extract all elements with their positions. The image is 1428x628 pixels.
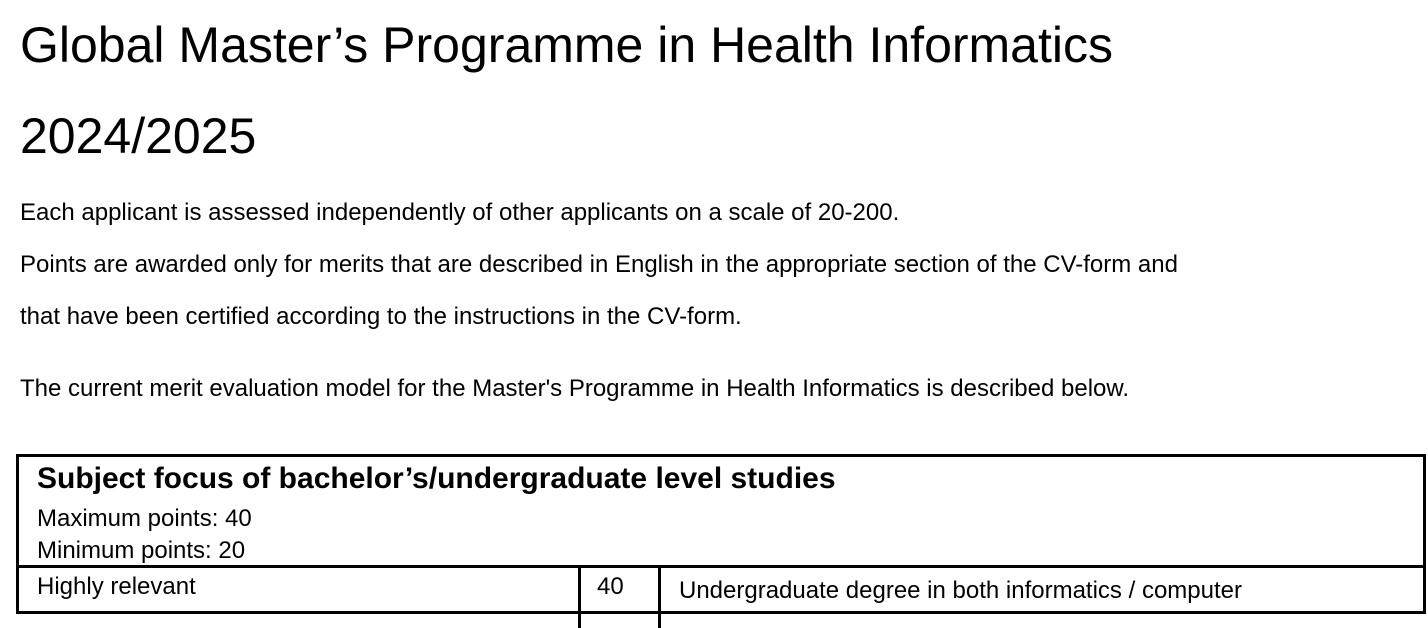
intro-paragraph-scale: Each applicant is assessed independently of other applicants on a scale of 20-200. (20, 199, 900, 226)
table-section-header (19, 457, 1423, 568)
section-title: Subject focus of bachelor’s/undergraduate level studies (37, 462, 836, 495)
intro-paragraph-points-line1: Points are awarded only for merits that are described in English in the appropriate section of the CV-form and (20, 251, 1178, 278)
intro-paragraph-points-line2: that have been certified according to the instructions in the CV-form. (20, 303, 742, 330)
points-value: 40 (597, 573, 624, 600)
points-cell (578, 568, 661, 628)
category-cell (19, 568, 578, 628)
category-label: Highly relevant (37, 573, 196, 600)
description-cell (661, 568, 1423, 628)
page-title: Global Master’s Programme in Health Informatics (20, 17, 1113, 73)
table-row (19, 568, 1423, 628)
description-text: Undergraduate degree in both informatics / computer (679, 577, 1242, 604)
merit-evaluation-table (16, 454, 1426, 614)
intro-paragraph-model: The current merit evaluation model for the Master's Programme in Health Informatics is described below. (20, 375, 1130, 402)
maximum-points-label: Maximum points: 40 (37, 505, 252, 532)
minimum-points-label: Minimum points: 20 (37, 537, 246, 564)
page-title-year: 2024/2025 (20, 108, 257, 164)
